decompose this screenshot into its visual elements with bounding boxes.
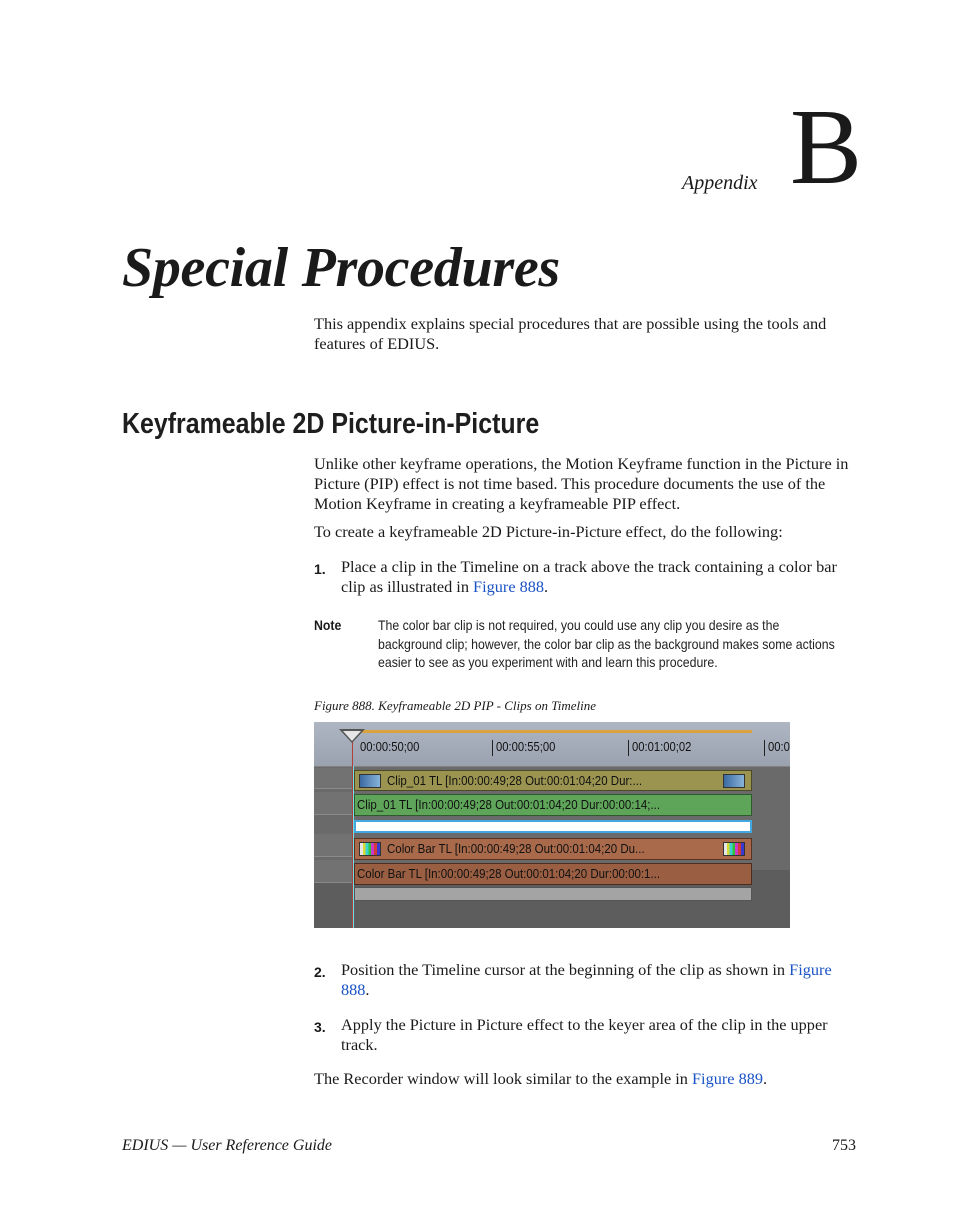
colorbar-thumbnail-icon <box>359 842 381 856</box>
ruler-timecode: 00:0 <box>768 740 790 754</box>
ruler-timecode: 00:00:50;00 <box>360 740 420 754</box>
clip-thumbnail-icon <box>723 774 745 788</box>
ruler-timecode: 00:01:00;02 <box>632 740 692 754</box>
step-text: Position the Timeline cursor at the beginning of the clip as shown in <box>341 960 790 979</box>
appendix-letter: B <box>790 88 863 207</box>
step-text: Place a clip in the Timeline on a track above the track containing a color bar clip as illustrated in <box>341 557 837 596</box>
section-paragraph-1: Unlike other keyframe operations, the Motion Keyframe function in the Picture in Picture (PIP) effect is not time based. This procedure documents the use of the Motion Keyframe in creating a keyframeable PIP effect. <box>314 454 849 513</box>
clip-label: Clip_01 TL [In:00:00:49;28 Out:00:01:04;20 Dur:... <box>387 774 643 788</box>
step-number: 1. <box>314 561 326 577</box>
timeline-figure <box>314 722 790 928</box>
section-paragraph-2: To create a keyframeable 2D Picture-in-Picture effect, do the following: <box>314 522 783 541</box>
step-3 <box>314 1015 859 1055</box>
closing-text: The Recorder window will look similar to the example in <box>314 1069 692 1088</box>
colorbar-thumbnail-icon <box>723 842 745 856</box>
keyer-track-bar[interactable] <box>354 820 752 833</box>
colorbar-audio-clip[interactable] <box>354 863 752 885</box>
figure-888-link[interactable]: Figure 888 <box>341 960 832 999</box>
timeline-cursor-icon-inner <box>343 731 361 741</box>
colorbar-clip[interactable] <box>354 838 752 860</box>
note-text: The color bar clip is not required, you could use any clip you desire as the background clip; however, the color bar clip as the background makes some actions easier to see as you experiment with and learn this procedure. <box>378 617 835 671</box>
timeline-range-bar <box>354 730 752 733</box>
clip-label: Clip_01 TL [In:00:00:49;28 Out:00:01:04;20 Dur:00:00:14;... <box>357 798 661 812</box>
page-number: 753 <box>832 1137 856 1154</box>
clip-label: Color Bar TL [In:00:00:49;28 Out:00:01:04;20 Dur:00:00:1... <box>357 867 661 881</box>
step-end: . <box>365 980 370 999</box>
step-number: 2. <box>314 964 326 980</box>
step-number: 3. <box>314 1019 326 1035</box>
step-end: . <box>544 577 549 596</box>
intro-paragraph: This appendix explains special procedures that are possible using the tools and features of EDIUS. <box>314 314 827 353</box>
step-2 <box>314 960 859 1000</box>
audio-clip[interactable] <box>354 794 752 816</box>
empty-track-bar <box>354 887 752 901</box>
timeline-cursor-highlight <box>353 766 354 928</box>
footer-title: EDIUS — User Reference Guide <box>122 1137 333 1154</box>
note-label: Note <box>314 617 342 633</box>
page-title: Special Procedures <box>122 237 560 299</box>
figure-caption: Figure 888. Keyframeable 2D PIP - Clips on Timeline <box>314 698 596 713</box>
step-1 <box>314 557 859 597</box>
closing-paragraph <box>314 1069 859 1089</box>
figure-889-link[interactable]: Figure 889 <box>692 1069 763 1088</box>
step-text: Apply the Picture in Picture effect to the keyer area of the clip in the upper track. <box>341 1015 828 1054</box>
closing-end: . <box>763 1069 768 1088</box>
section-heading: Keyframeable 2D Picture-in-Picture <box>122 408 540 440</box>
ruler-timecode: 00:00:55;00 <box>496 740 556 754</box>
appendix-label: Appendix <box>682 172 758 194</box>
video-clip[interactable] <box>354 770 752 791</box>
clip-label: Color Bar TL [In:00:00:49;28 Out:00:01:04;20 Du... <box>387 842 645 856</box>
figure-888-link[interactable]: Figure 888 <box>473 577 545 596</box>
clip-thumbnail-icon <box>359 774 381 788</box>
